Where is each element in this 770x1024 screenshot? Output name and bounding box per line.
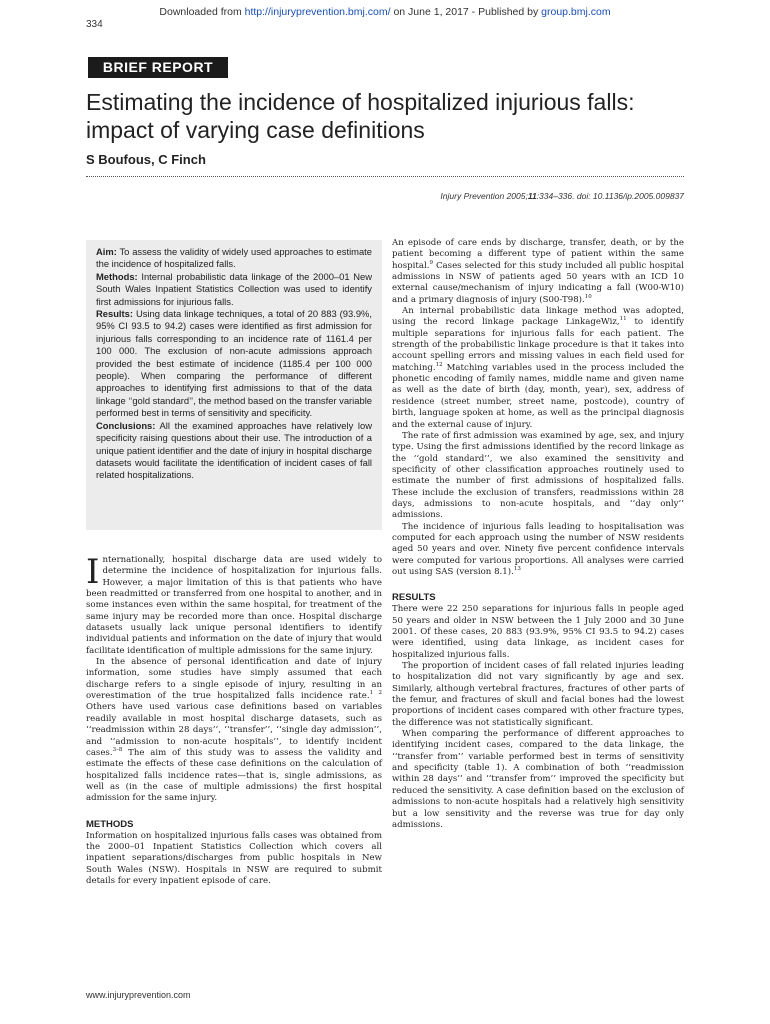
abstract-methods <box>96 271 372 308</box>
intro-paragraph-2 <box>86 657 382 804</box>
reference-marker: 3–8 <box>112 746 123 753</box>
intro-paragraph-1-text: nternationally, hospital discharge data are used widely to determine the incidence of hospitalization for injurious falls. However, a major limitation of this is that patients who have been readmitted or transferred from one hospital to another, and in some instances even within the same hospital, for treatment of the same injury may be recorded more than once. Hospital discharge datasets usually lack unique personal identifiers to identify individual patients and information on the date of injury that would facilitate identification of multiple admissions for the same injury. <box>86 555 382 656</box>
methods-p3-a: An internal probabilistic data linkage method was adopted, using the record linkage package LinkageWiz, <box>392 306 684 328</box>
abstract-aim <box>96 246 372 271</box>
reference-marker: 12 <box>435 361 443 368</box>
reference-marker: 1 2 <box>369 690 382 697</box>
intro-p2-b: Others have used various case definitions based on variables readily available in most hospital discharge datasets, such as ‘‘readmission within 28 days’’, ‘‘transfer’’, ‘‘single day admission’’, and ‘‘admission to non-acute hospitals’’, to identify incident cases. <box>86 702 382 758</box>
reference-marker: 10 <box>584 293 592 300</box>
methods-paragraph-5 <box>392 522 684 579</box>
abstract-methods-label: Methods: <box>96 270 138 282</box>
intro-p2-c: The aim of this study was to assess the validity and estimate the effects of these case definitions on the calculation of hospitalized falls incidence rates—that is, single admissions, as well as (in the case of multiple admissions) the first hospital admission for the same injury. <box>86 747 382 804</box>
title-line-1: Estimating the incidence of hospitalized injurious falls: <box>86 89 635 115</box>
abstract-box <box>86 240 382 530</box>
methods-paragraph-4: The rate of first admission was examined by age, sex, and injury type. Using the first admissions identified by the record linkage as the ‘‘gold standard’’, we also examined the sensitivity and specificity of other classification approaches routinely used to estimate the number of first admissions of hospitalized falls. These include the exclusion of transfers, readmissions within 28 days, admissions to non-acute hospitals, and ‘‘day only’’ admissions. <box>392 430 684 521</box>
results-paragraph-1: There were 22 250 separations for injurious falls in people aged 50 years and older in NSW between the 1 July 2000 and 30 June 2001. Of these cases, 20 883 (93.9%, 95% CI 93.5 to 94.2) cases were identified, using data linkage, as incident cases for hospitalized injurious falls. <box>392 604 684 660</box>
abstract-methods-text: Internal probabilistic data linkage of the 2000–01 New South Wales Inpatient Statistics Collection was used to identify first admissions for injurious falls. <box>96 270 372 307</box>
methods-p3-b: to identify multiple separations for injurious falls for each patient. The strength of the probabilistic linkage procedure is that it takes into account spelling errors and missing values in each field used for matching. <box>392 317 685 373</box>
page-number: 334 <box>86 19 103 30</box>
title-line-2: impact of varying case definitions <box>86 117 425 143</box>
citation-journal: Injury Prevention <box>440 191 505 201</box>
body-left-column <box>86 552 382 887</box>
citation-rest: :334–336. doi: 10.1136/ip.2005.009837 <box>536 191 684 201</box>
download-notice <box>0 6 770 18</box>
methods-p2-a: An episode of care ends by discharge, transfer, death, or by the patient becoming a different type of patient within the same hospital. <box>392 238 684 271</box>
intro-paragraph-1 <box>86 552 382 657</box>
citation <box>440 191 684 201</box>
results-heading: RESULTS <box>392 592 436 604</box>
download-middle: on June 1, 2017 - Published by <box>390 6 542 18</box>
journal-url-link[interactable]: http://injuryprevention.bmj.com/ <box>244 6 391 18</box>
abstract-results-label: Results: <box>96 308 133 320</box>
reference-marker: 9 <box>429 259 433 266</box>
section-banner: BRIEF REPORT <box>88 57 228 78</box>
abstract-conclusions-text: All the examined approaches have relatively low specificity raising questions about their use. The introduction of a unique patient identifier and the date of injury in hospital discharge datasets would facilitate the identification of incident cases of fall related hospitalizations. <box>96 419 372 481</box>
authors: S Boufous, C Finch <box>86 152 206 167</box>
abstract-conclusions-label: Conclusions: <box>96 419 156 431</box>
methods-p5-a: The incidence of injurious falls leading to hospitalisation was computed for each approach using the number of NSW residents aged 50 years and over. Ninety five percent confidence intervals were computed for various proportions. All analyses were carried out using SAS (version 8.1). <box>392 521 684 577</box>
download-prefix: Downloaded from <box>159 6 245 18</box>
article-title <box>86 88 686 144</box>
body-right-column <box>392 238 684 831</box>
reference-marker: 13 <box>513 566 521 573</box>
publisher-link[interactable]: group.bmj.com <box>541 6 611 18</box>
header-divider <box>86 176 684 177</box>
abstract-conclusions <box>96 420 372 482</box>
abstract-results-text: Using data linkage techniques, a total of 20 883 (93.9%, 95% CI 93.5 to 94.2) cases were identified as first admission for injurious falls corresponding to an incidence rate of 1161.4 per 100 000. The exclusion of non-acute admissions approach provided the best estimate of incidence (1185.4 per 100 000 people). When comparing the performance of different approaches to identifying first admissions to that of the data linkage ‘‘gold standard’’, the method based on the transfer variable performed best in terms of sensitivity and specificity. <box>96 308 372 419</box>
methods-heading: METHODS <box>86 818 134 830</box>
methods-paragraph-2 <box>392 238 684 306</box>
methods-p3-c: Matching variables used in the process included the phonetic encoding of family names, middle name and given name as well as the date of birth (day, month, year), sex, address of residence (street number, street name, postcode), country of birth, language spoken at home, as well as the principal diagnosis and the external cause of injury. <box>392 362 684 430</box>
intro-p2-a: In the absence of personal identification and date of injury information, some studies have simply assumed that each discharge refers to a single episode of injury, resulting in an overestimation of the true hospitalized falls incidence rate. <box>86 657 382 702</box>
abstract-aim-label: Aim: <box>96 246 117 257</box>
results-paragraph-3: When comparing the performance of different approaches to identifying incident cases, compared to the data linkage, the ‘‘transfer from’’ variable performed best in terms of sensitivity and specificity (table 1). A combination of both ‘‘readmission within 28 days’’ and ‘‘transfer from’’ improved the specificity but reduced the sensitivity. A case definition based on the exclusion of admissions to non-acute hospitals had a relatively high sensitivity but a low sensitivity and the reverse was true for day only admissions. <box>392 729 684 830</box>
footer-url[interactable]: www.injuryprevention.com <box>86 990 191 1000</box>
citation-volume: 11 <box>527 191 537 201</box>
abstract-results <box>96 308 372 420</box>
methods-paragraph-1: Information on hospitalized injurious falls cases was obtained from the 2000–01 Inpatient Statistics Collection which covers all inpatient separations/discharges from public hospitals in New South Wales (NSW). Hospitals in NSW are required to submit details for every inpatient episode of care. <box>86 830 382 886</box>
results-paragraph-2: The proportion of incident cases of fall related injuries leading to hospitalization did not vary significantly by age and sex. Similarly, although vertebral fractures, fractures of other parts of the femur, and fractures of skull and facial bones had the lowest proportions of incident cases compared with other fracture types, the difference was not statistically significant. <box>392 661 684 728</box>
drop-cap: I <box>86 552 100 592</box>
citation-year: 2005; <box>504 191 528 201</box>
abstract-aim-text: To assess the validity of widely used approaches to estimate the incidence of hospitalized falls. <box>96 246 372 270</box>
reference-marker: 11 <box>619 316 627 323</box>
methods-p2-b: Cases selected for this study included all public hospital admissions in NSW of patients aged 50 years with an ICD 10 external cause/mechanism of injury indicating a fall (W00-W10) and a primary diagnosis of injury (S00-T98). <box>392 260 684 305</box>
methods-paragraph-3 <box>392 306 684 431</box>
